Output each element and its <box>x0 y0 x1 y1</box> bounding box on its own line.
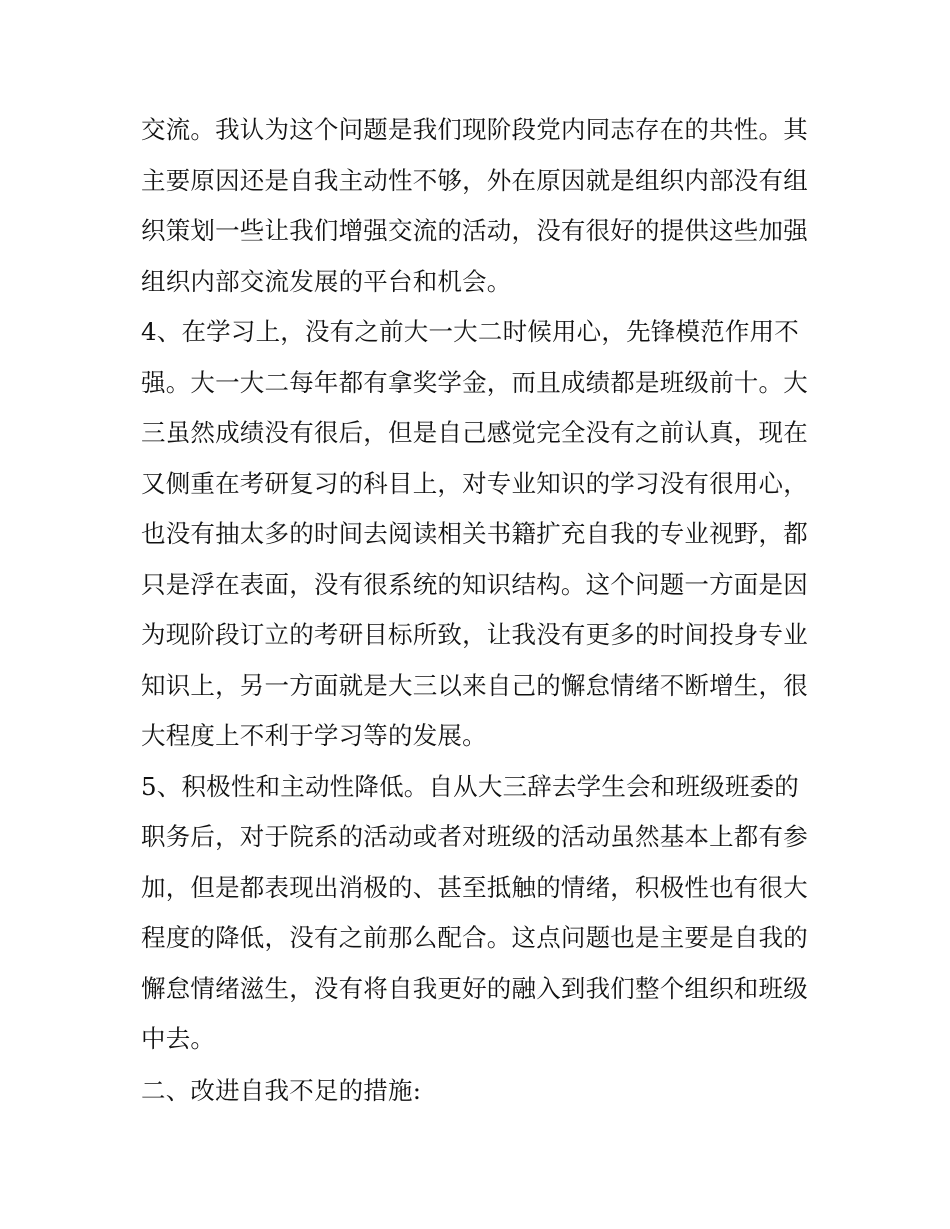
paragraph-line: 大程度上不利于学习等的发展。 <box>141 721 487 750</box>
paragraph-line: 交流。我认为这个问题是我们现阶段党内同志存在的共性。其 <box>141 115 808 144</box>
paragraph-line: 只是浮在表面，没有很系统的知识结构。这个问题一方面是因 <box>141 570 808 599</box>
paragraph-line: 程度的降低，没有之前那么配合。这点问题也是主要是自我的 <box>141 923 808 952</box>
paragraph-line: 又侧重在考研复习的科目上，对专业知识的学习没有很用心， <box>141 469 808 498</box>
paragraph-line: 5、积极性和主动性降低。自从大三辞去学生会和班级班委的 <box>141 772 799 801</box>
paragraph-line: 懈怠情绪滋生，没有将自我更好的融入到我们整个组织和班级 <box>141 974 808 1003</box>
paragraph-line: 强。大一大二每年都有拿奖学金，而且成绩都是班级前十。大 <box>141 368 808 397</box>
paragraph-line: 主要原因还是自我主动性不够，外在原因就是组织内部没有组 <box>141 166 808 195</box>
paragraph-line: 职务后，对于院系的活动或者对班级的活动虽然基本上都有参 <box>141 822 808 851</box>
paragraph-line: 组织内部交流发展的平台和机会。 <box>141 267 512 296</box>
paragraph-line: 知识上，另一方面就是大三以来自己的懈怠情绪不断增生，很 <box>141 671 808 700</box>
paragraph-line: 4、在学习上，没有之前大一大二时候用心，先锋模范作用不 <box>141 317 799 346</box>
section-heading: 二、改进自我不足的措施: <box>141 1076 422 1105</box>
paragraph-line: 中去。 <box>141 1024 216 1053</box>
paragraph-line: 三虽然成绩没有很后，但是自己感觉完全没有之前认真，现在 <box>141 418 808 447</box>
paragraph-line: 加，但是都表现出消极的、甚至抵触的情绪，积极性也有很大 <box>141 873 808 902</box>
paragraph-line: 织策划一些让我们增强交流的活动，没有很好的提供这些加强 <box>141 216 808 245</box>
paragraph-line: 也没有抽太多的时间去阅读相关书籍扩充自我的专业视野，都 <box>141 519 808 548</box>
paragraph-line: 为现阶段订立的考研目标所致，让我没有更多的时间投身专业 <box>141 620 808 649</box>
